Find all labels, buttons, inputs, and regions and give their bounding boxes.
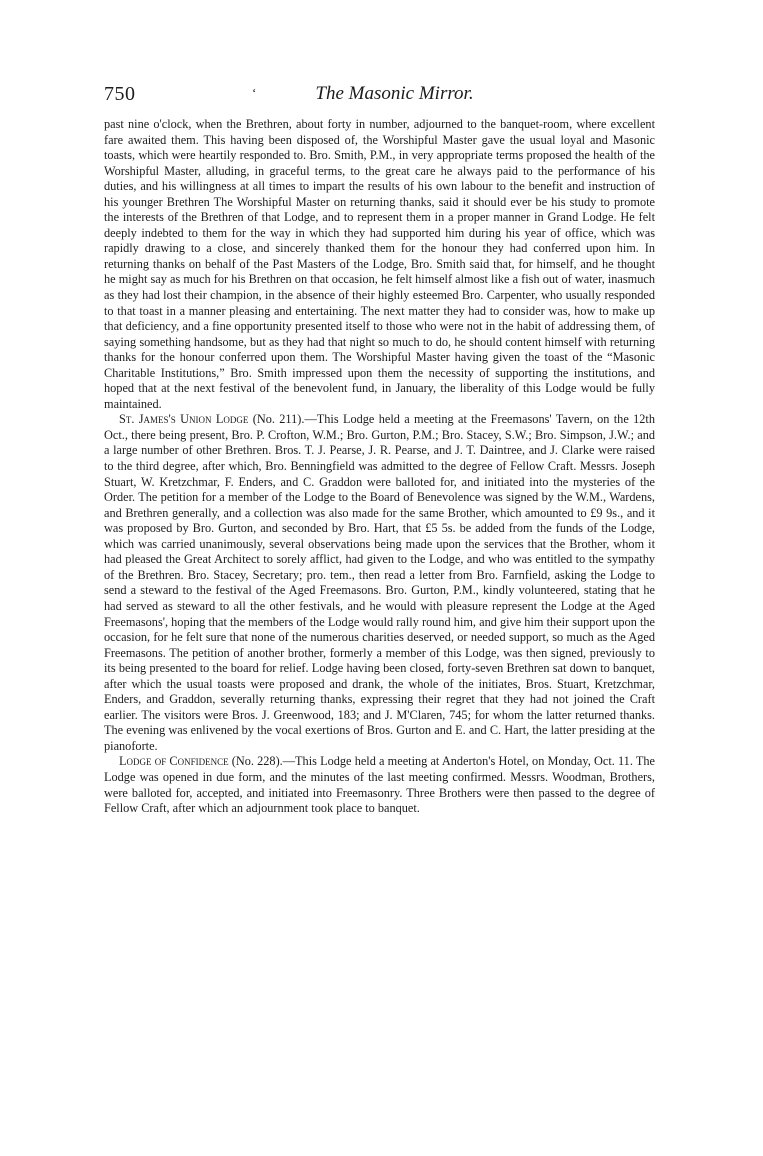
paragraph-text: past nine o'clock, when the Brethren, about forty in number, adjourned to the banquet-room, where excellent fare awaited them. This having been disposed of, the Worshipful Master gave the usual loyal and Masonic toasts, which were heartily responded to. Bro. Smith, P.M., in very appropriate terms proposed the health of the Worshipful Master, alluding, in graceful terms, to the great care he always paid to the performance of his duties, and his willingness at all times to impart the results of his own labour to the benefit and instruction of his younger Brethren The Worshipful Master on returning thanks, said it should ever be his study to promote the interests of the Brethren of that Lodge, and to represent them in a proper manner in Grand Lodge. He felt deeply indebted to them for the way in which they had supported him during his year of office, which was rapidly drawing to a close, and sincerely thanked them for the honour they had conferred upon him. In returning thanks on behalf of the Past Masters of the Lodge, Bro. Smith said that, for himself, and he thought he might say as much for his Brethren on that occasion, he felt himself almost like a fish out of water, inasmuch as they had lost their champion, in the absence of their highly esteemed Bro. Carpenter, who usually responded to that toast in a manner pleasing and entertaining. The next matter they had to consider was, how to make up that deficiency, and a fine opportunity presented itself to those who were not in the habit of addressing them, of saying something handsome, but as they had that night so much to do, he should content himself with returning thanks for the honour conferred upon them. The Worshipful Master having given the toast of the “Masonic Charitable Institutions,” Bro. Smith impressed upon them the necessity of supporting the institutions, and hoped that at the next festival of the benevolent fund, in January, the liberality of this Lodge would be fully maintained. (104, 117, 655, 411)
page-header (104, 83, 655, 113)
paragraph-text: (No. 211).—This Lodge held a meeting at the Freemasons' Tavern, on the 12th Oct., there being present, Bro. P. Crofton, W.M.; Bro. Gurton, P.M.; Bro. Stacey, S.W.; Bro. Simpson, J.W.; and a large number of other Brethren. Bros. T. J. Pearse, J. R. Pearse, and J. T. Daintree, and J. Clarke were raised to the third degree, after which, Bro. Benningfield was admitted to the degree of Fellow Craft. Messrs. Joseph Stuart, W. Kretzchmar, F. Enders, and C. Graddon were balloted for, and initiated into the mysteries of the Order. The petition for a member of the Lodge to the Board of Benevolence was signed by the W.M., Wardens, and Brethren generally, and a collection was also made for the same Brother, which amounted to £9 9s., and it was proposed by Bro. Gurton, and seconded by Bro. Hart, that £5 5s. be added from the funds of the Lodge, which was carried unanimously, several observations being made upon the services that the Brother, whom it had pleased the Great Architect to sorely afflict, had given to the Lodge, and who was entitled to the sympathy of the Brethren. Bro. Stacey, Secretary; pro. tem., then read a letter from Bro. Farnfield, asking the Lodge to send a steward to the festival of the Aged Freemasons. Bro. Gurton, P.M., kindly volunteered, stating that he had served as steward to all the other festivals, and he would with pleasure represent the Lodge at the Aged Freemasons', hoping that the members of the Lodge would rally round him, and give him their support upon the occasion, for he felt sure that none of the numerous charities deserved, or needed support, so much as the Aged Freemasons. The petition of another brother, formerly a member of this Lodge, was then signed, previously to its being presented to the board for relief. Lodge having been closed, forty-seven Brethren sat down to banquet, after which the usual toasts were proposed and drank, the whole of the initiates, Bros. Stuart, Kretzchmar, Enders, and Graddon, severally returning thanks, expressing their regret that they had not joined the Craft earlier. The visitors were Bros. J. Greenwood, 183; and J. M'Claren, 745; for whom the latter returned thanks. The evening was enlivened by the vocal exertions of Bros. Gurton and E. and C. Hart, the latter presiding at the pianoforte. (104, 412, 655, 753)
article-body (104, 117, 655, 817)
page-number: 750 (104, 83, 136, 105)
paragraph-text: (No. 228).—This Lodge held a meeting at Anderton's Hotel, on Monday, Oct. 11. The Lodge was opened in due form, and the minutes of the last meeting confirmed. Messrs. Woodman, Brothers, were balloted for, accepted, and initiated into Freemasonry. Three Brothers were then passed to the degree of Fellow Craft, after which an adjournment took place to banquet. (104, 754, 655, 816)
lodge-heading: Lodge of Confidence (119, 754, 229, 769)
header-mark: ‘ (252, 85, 257, 100)
paragraph (104, 117, 655, 412)
lodge-heading: St. James's Union Lodge (119, 412, 249, 427)
running-title: The Masonic Mirror. (315, 83, 474, 104)
paragraph (104, 754, 655, 816)
paragraph (104, 412, 655, 754)
